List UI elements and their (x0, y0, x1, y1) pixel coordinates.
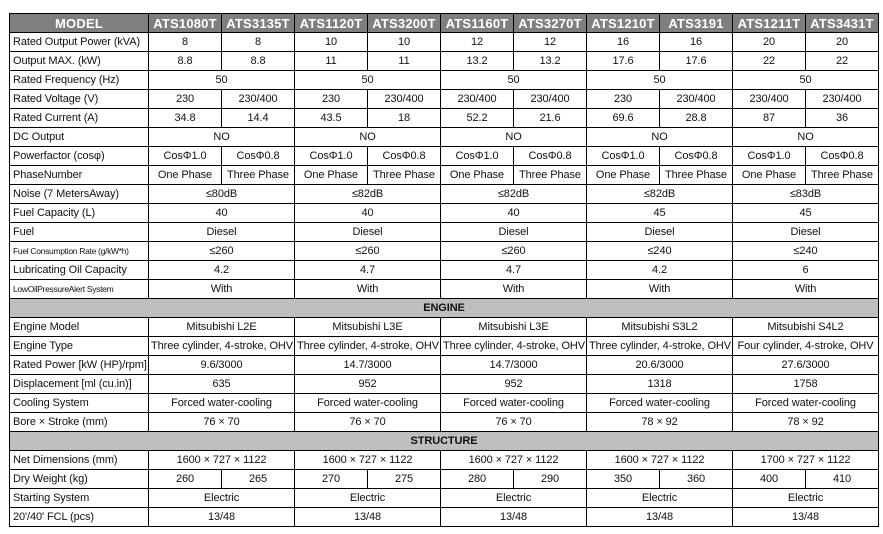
spec-value: 13/48 (587, 508, 733, 527)
spec-value: With (587, 280, 733, 299)
spec-value: 230/400 (660, 90, 733, 109)
row-label: Fuel (10, 223, 149, 242)
spec-value: 40 (149, 204, 295, 223)
spec-value: Mitsubishi S4L2 (733, 318, 879, 337)
spec-value: 230/400 (441, 90, 514, 109)
spec-value: Three Phase (368, 166, 441, 185)
spec-value: CosΦ1.0 (295, 147, 368, 166)
model-name: ATS1211T (733, 14, 806, 33)
spec-value: Electric (587, 489, 733, 508)
spec-row (10, 33, 879, 52)
section-row (10, 299, 879, 318)
spec-value: 11 (368, 52, 441, 71)
spec-value: 50 (441, 71, 587, 90)
row-label: Engine Type (10, 337, 149, 356)
spec-row (10, 261, 879, 280)
spec-value: 230 (587, 90, 660, 109)
spec-row (10, 185, 879, 204)
spec-value: CosΦ0.8 (806, 147, 879, 166)
spec-value: 4.7 (295, 261, 441, 280)
spec-value: With (295, 280, 441, 299)
spec-value: CosΦ0.8 (368, 147, 441, 166)
spec-value: 50 (587, 71, 733, 90)
spec-value: 635 (149, 375, 295, 394)
spec-row (10, 223, 879, 242)
spec-value: ≤82dB (441, 185, 587, 204)
spec-row (10, 204, 879, 223)
spec-value: NO (587, 128, 733, 147)
spec-value: 10 (295, 33, 368, 52)
spec-value: Diesel (149, 223, 295, 242)
spec-value: 50 (149, 71, 295, 90)
row-label: Rated Voltage (V) (10, 90, 149, 109)
spec-row (10, 242, 879, 261)
spec-value: 400 (733, 470, 806, 489)
spec-value: 4.2 (149, 261, 295, 280)
spec-value: ≤260 (295, 242, 441, 261)
spec-row (10, 337, 879, 356)
section-title: STRUCTURE (10, 432, 879, 451)
row-label: Starting System (10, 489, 149, 508)
spec-value: 43.5 (295, 109, 368, 128)
spec-row (10, 52, 879, 71)
section-title: ENGINE (10, 299, 879, 318)
spec-table (9, 13, 879, 527)
spec-value: CosΦ1.0 (587, 147, 660, 166)
spec-value: Mitsubishi L3E (441, 318, 587, 337)
spec-value: ≤82dB (587, 185, 733, 204)
spec-value: 1600 × 727 × 1122 (587, 451, 733, 470)
spec-row (10, 451, 879, 470)
spec-row (10, 356, 879, 375)
row-label: Bore × Stroke (mm) (10, 413, 149, 432)
spec-value: 265 (222, 470, 295, 489)
spec-value: 76 × 70 (149, 413, 295, 432)
spec-value: NO (441, 128, 587, 147)
spec-row (10, 71, 879, 90)
spec-value: Mitsubishi L3E (295, 318, 441, 337)
model-name: ATS1080T (149, 14, 222, 33)
row-label: Rated Power [kW (HP)/rpm] (10, 356, 149, 375)
spec-value: NO (295, 128, 441, 147)
spec-value: 34.8 (149, 109, 222, 128)
spec-value: 8 (149, 33, 222, 52)
spec-value: Forced water-cooling (441, 394, 587, 413)
spec-value: 28.8 (660, 109, 733, 128)
row-label: 20'/40' FCL (pcs) (10, 508, 149, 527)
spec-value: 20 (806, 33, 879, 52)
spec-value: NO (149, 128, 295, 147)
spec-value: Electric (295, 489, 441, 508)
spec-value: Three cylinder, 4-stroke, OHV (441, 337, 587, 356)
spec-value: CosΦ1.0 (149, 147, 222, 166)
spec-row (10, 147, 879, 166)
spec-value: 76 × 70 (295, 413, 441, 432)
spec-value: 16 (660, 33, 733, 52)
spec-value: 27.6/3000 (733, 356, 879, 375)
spec-value: CosΦ1.0 (441, 147, 514, 166)
spec-value: 1600 × 727 × 1122 (295, 451, 441, 470)
spec-value: 350 (587, 470, 660, 489)
spec-value: Forced water-cooling (733, 394, 879, 413)
spec-value: 230/400 (368, 90, 441, 109)
spec-value: 45 (733, 204, 879, 223)
spec-value: 230/400 (733, 90, 806, 109)
spec-value: 270 (295, 470, 368, 489)
spec-body (10, 14, 879, 527)
spec-value: 14.7/3000 (295, 356, 441, 375)
spec-value: 21.6 (514, 109, 587, 128)
spec-value: 14.7/3000 (441, 356, 587, 375)
spec-value: 50 (295, 71, 441, 90)
spec-value: 12 (441, 33, 514, 52)
spec-value: ≤260 (441, 242, 587, 261)
spec-value: Diesel (441, 223, 587, 242)
row-label: Lubricating Oil Capacity (10, 261, 149, 280)
spec-value: Three Phase (806, 166, 879, 185)
header-label: MODEL (10, 14, 149, 33)
model-name: ATS1160T (441, 14, 514, 33)
model-name: ATS3270T (514, 14, 587, 33)
spec-value: Electric (441, 489, 587, 508)
spec-value: 280 (441, 470, 514, 489)
row-label: Rated Current (A) (10, 109, 149, 128)
row-label: Fuel Capacity (L) (10, 204, 149, 223)
row-label: Rated Output Power (kVA) (10, 33, 149, 52)
spec-value: Four cylinder, 4-stroke, OHV (733, 337, 879, 356)
spec-value: 20 (733, 33, 806, 52)
spec-value: ≤80dB (149, 185, 295, 204)
spec-value: ≤260 (149, 242, 295, 261)
spec-value: 13/48 (149, 508, 295, 527)
spec-value: 260 (149, 470, 222, 489)
spec-value: 17.6 (660, 52, 733, 71)
spec-value: 4.2 (587, 261, 733, 280)
spec-value: 50 (733, 71, 879, 90)
spec-value: 13.2 (514, 52, 587, 71)
spec-value: CosΦ0.8 (514, 147, 587, 166)
spec-row (10, 166, 879, 185)
spec-value: 410 (806, 470, 879, 489)
spec-value: Forced water-cooling (149, 394, 295, 413)
spec-row (10, 508, 879, 527)
spec-value: 36 (806, 109, 879, 128)
model-name: ATS1210T (587, 14, 660, 33)
spec-value: CosΦ0.8 (660, 147, 733, 166)
spec-value: 20.6/3000 (587, 356, 733, 375)
spec-value: With (733, 280, 879, 299)
model-name: ATS1120T (295, 14, 368, 33)
row-label: LowOilPressureAlert System (10, 280, 149, 299)
spec-value: 952 (441, 375, 587, 394)
spec-row (10, 109, 879, 128)
spec-value: NO (733, 128, 879, 147)
spec-value: Electric (149, 489, 295, 508)
spec-value: 8.8 (149, 52, 222, 71)
row-label: Output MAX. (kW) (10, 52, 149, 71)
spec-value: 87 (733, 109, 806, 128)
spec-value: 13/48 (733, 508, 879, 527)
spec-value: 9.6/3000 (149, 356, 295, 375)
spec-value: 8.8 (222, 52, 295, 71)
spec-value: Three Phase (514, 166, 587, 185)
row-label: Fuel Consumption Rate (g/kW*h) (10, 242, 149, 261)
row-label: Rated Frequency (Hz) (10, 71, 149, 90)
spec-value: 1700 × 727 × 1122 (733, 451, 879, 470)
spec-value: Three Phase (222, 166, 295, 185)
spec-value: 52.2 (441, 109, 514, 128)
spec-value: 230 (149, 90, 222, 109)
spec-value: Forced water-cooling (295, 394, 441, 413)
spec-value: 1318 (587, 375, 733, 394)
row-label: DC Output (10, 128, 149, 147)
spec-value: With (149, 280, 295, 299)
row-label: Net Dimensions (mm) (10, 451, 149, 470)
spec-value: 275 (368, 470, 441, 489)
spec-value: ≤240 (587, 242, 733, 261)
row-label: Cooling System (10, 394, 149, 413)
spec-value: CosΦ1.0 (733, 147, 806, 166)
spec-value: 1600 × 727 × 1122 (149, 451, 295, 470)
spec-value: 69.6 (587, 109, 660, 128)
spec-value: One Phase (587, 166, 660, 185)
spec-value: 1600 × 727 × 1122 (441, 451, 587, 470)
model-name: ATS3431T (806, 14, 879, 33)
spec-value: Diesel (295, 223, 441, 242)
spec-value: 16 (587, 33, 660, 52)
row-label: Noise (7 MetersAway) (10, 185, 149, 204)
spec-value: 40 (295, 204, 441, 223)
spec-value: Three Phase (660, 166, 733, 185)
spec-value: 12 (514, 33, 587, 52)
spec-value: 45 (587, 204, 733, 223)
row-label: Powerfactor (cosφ) (10, 147, 149, 166)
spec-row (10, 489, 879, 508)
model-name: ATS3200T (368, 14, 441, 33)
model-name: ATS3135T (222, 14, 295, 33)
spec-value: One Phase (149, 166, 222, 185)
spec-value: Forced water-cooling (587, 394, 733, 413)
spec-value: 78 × 92 (733, 413, 879, 432)
header-row (10, 14, 879, 33)
spec-value: Diesel (587, 223, 733, 242)
spec-value: 230/400 (806, 90, 879, 109)
spec-value: 360 (660, 470, 733, 489)
spec-value: 14.4 (222, 109, 295, 128)
spec-value: 17.6 (587, 52, 660, 71)
spec-value: 22 (733, 52, 806, 71)
spec-value: One Phase (295, 166, 368, 185)
spec-row (10, 128, 879, 147)
spec-value: 8 (222, 33, 295, 52)
spec-value: With (441, 280, 587, 299)
spec-value: 78 × 92 (587, 413, 733, 432)
spec-value: 1758 (733, 375, 879, 394)
spec-value: 6 (733, 261, 879, 280)
spec-value: 952 (295, 375, 441, 394)
spec-row (10, 470, 879, 489)
spec-value: 22 (806, 52, 879, 71)
spec-value: One Phase (733, 166, 806, 185)
spec-value: Three cylinder, 4-stroke, OHV (587, 337, 733, 356)
spec-value: 230/400 (222, 90, 295, 109)
spec-value: ≤82dB (295, 185, 441, 204)
spec-value: 10 (368, 33, 441, 52)
row-label: Displacement [ml (cu.in)] (10, 375, 149, 394)
spec-value: Three cylinder, 4-stroke, OHV (295, 337, 441, 356)
spec-row (10, 90, 879, 109)
spec-value: 13/48 (441, 508, 587, 527)
spec-row (10, 375, 879, 394)
row-label: PhaseNumber (10, 166, 149, 185)
spec-value: 40 (441, 204, 587, 223)
spec-value: CosΦ0.8 (222, 147, 295, 166)
spec-row (10, 394, 879, 413)
spec-value: 76 × 70 (441, 413, 587, 432)
spec-value: 11 (295, 52, 368, 71)
spec-value: Three cylinder, 4-stroke, OHV (149, 337, 295, 356)
spec-value: ≤240 (733, 242, 879, 261)
spec-value: One Phase (441, 166, 514, 185)
spec-value: ≤83dB (733, 185, 879, 204)
spec-value: Diesel (733, 223, 879, 242)
spec-value: Electric (733, 489, 879, 508)
model-name: ATS3191 (660, 14, 733, 33)
spec-value: 13/48 (295, 508, 441, 527)
row-label: Dry Weight (kg) (10, 470, 149, 489)
spec-row (10, 413, 879, 432)
spec-value: Mitsubishi L2E (149, 318, 295, 337)
spec-row (10, 280, 879, 299)
spec-value: 230/400 (514, 90, 587, 109)
row-label: Engine Model (10, 318, 149, 337)
spec-value: Mitsubishi S3L2 (587, 318, 733, 337)
spec-value: 290 (514, 470, 587, 489)
spec-value: 13.2 (441, 52, 514, 71)
spec-row (10, 318, 879, 337)
spec-value: 18 (368, 109, 441, 128)
spec-value: 4.7 (441, 261, 587, 280)
section-row (10, 432, 879, 451)
spec-value: 230 (295, 90, 368, 109)
